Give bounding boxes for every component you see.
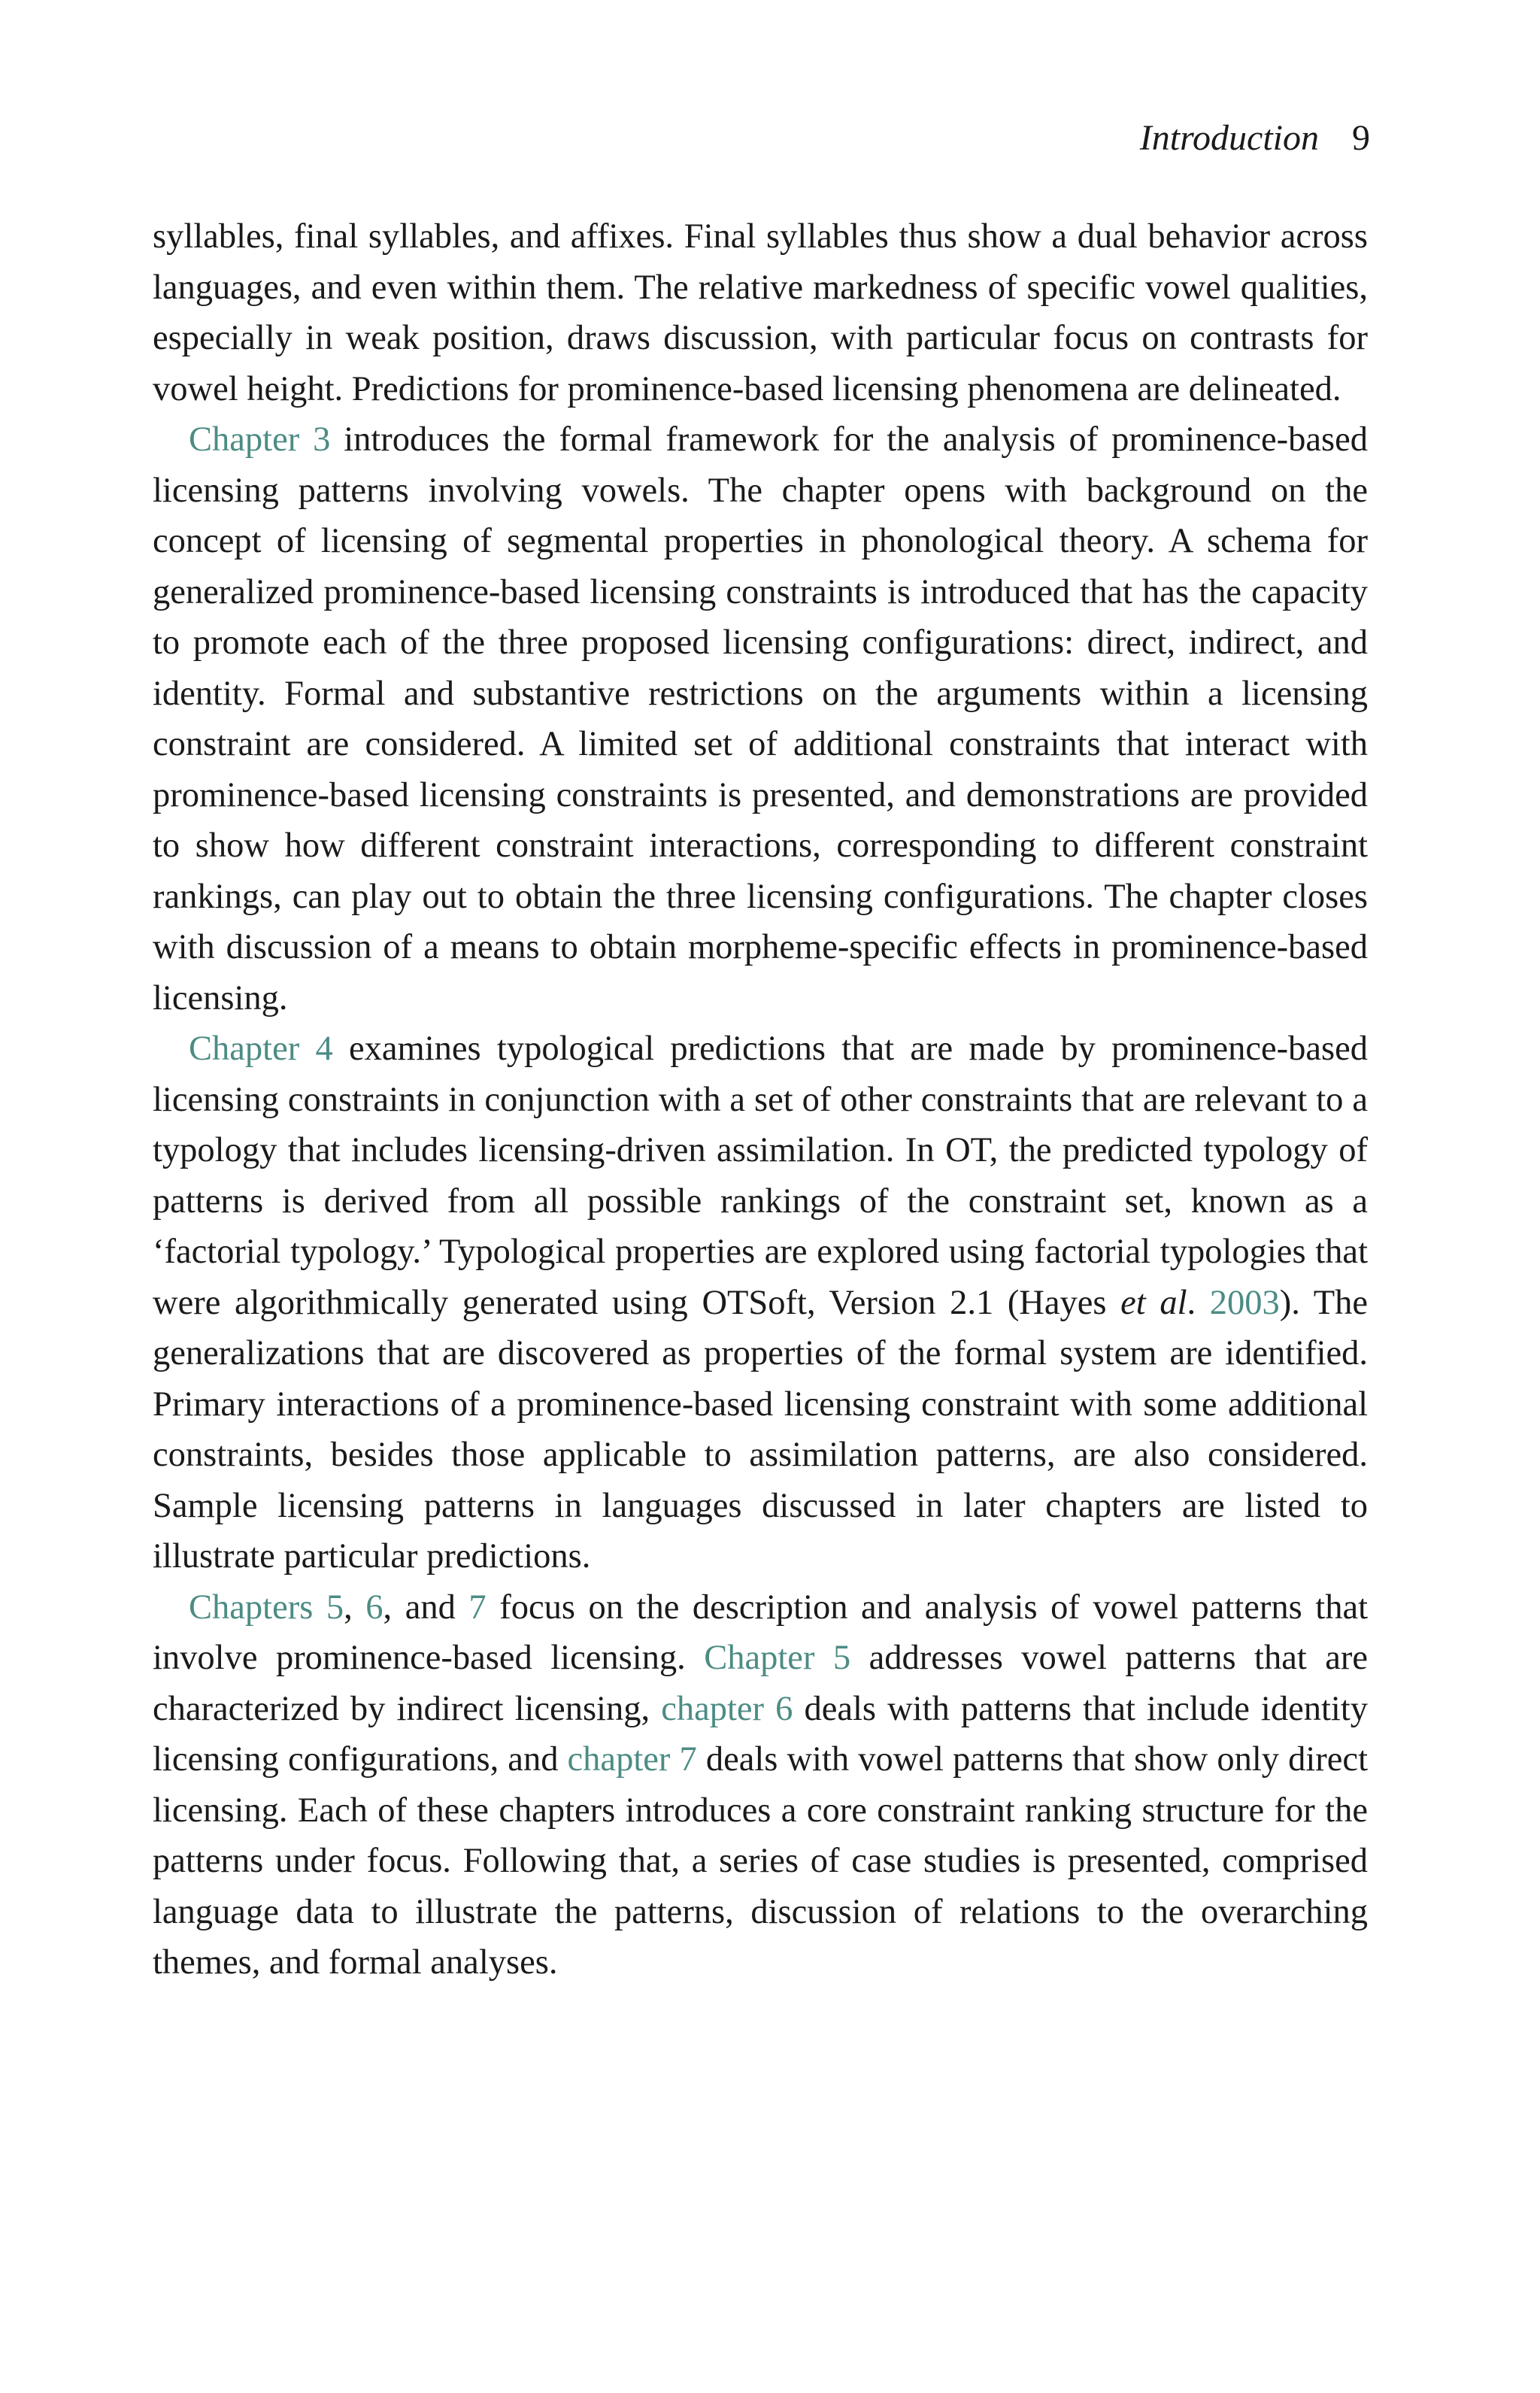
text-run: deals with vowel patterns that show only direct licensing. Each of these chapters introduces a core constraint ranking structure for the patterns under focus. Following that, a series of case studies is presented, comprised language data to illustrate the patterns, discussion of relations to the overarching themes, and formal analyses. <box>153 1740 1368 1982</box>
chapter-4-link[interactable]: Chapter 4 <box>189 1030 333 1068</box>
page-number: 9 <box>1352 118 1370 158</box>
text-run: , and <box>383 1588 469 1627</box>
text-run: syllables, final syllables, and affixes. Final syllables thus show a dual behavior across languages, and even within them. The relative markedness of specific vowel qualities, especially in weak position, draws discussion, with particular focus on contrasts for vowel height. Predictions for prominence-based licensing phenomena are delineated. <box>153 217 1368 408</box>
text-run: . <box>1187 1283 1210 1322</box>
et-al-italic: et al <box>1120 1283 1187 1322</box>
running-head-title: Introduction <box>1139 118 1319 158</box>
citation-link-2003[interactable]: 2003 <box>1209 1283 1280 1322</box>
text-run: addresses vowel patterns that are characterized by indirect licensing, <box>153 1639 1368 1728</box>
paragraph-chapter-4 <box>153 1024 1368 1582</box>
chapter-6-link[interactable]: 6 <box>365 1588 383 1627</box>
text-run: introduces the formal framework for the analysis of prominence-based licensing patterns involving vowels. The chapter opens with background on the concept of licensing of segmental properties in phonological theory. A schema for generalized prominence-based licensing constraints is introduced that has the capacity to promote each of the three proposed licensing configurations: direct, indirect, and identity. Formal and substantive restrictions on the arguments within a licensing constraint are considered. A limited set of additional constraints that interact with prominence-based licensing constraints is presented, and demonstrations are provided to show how different constraint interactions, corresponding to different constraint rankings, can play out to obtain the three licensing configurations. The chapter closes with discussion of a means to obtain morpheme-specific effects in prominence-based licensing. <box>153 420 1369 1018</box>
chapter-5-link[interactable]: Chapter 5 <box>704 1639 851 1677</box>
chapter-6-link-lower[interactable]: chapter 6 <box>661 1689 793 1728</box>
paragraph-chapter-3 <box>153 414 1368 1024</box>
chapter-3-link[interactable]: Chapter 3 <box>189 420 331 459</box>
text-run: focus on the description and analysis of vowel patterns that involve prominence-based licensing. <box>153 1588 1369 1677</box>
paragraph-chapters-5-6-7 <box>153 1582 1368 1988</box>
text-run: , <box>344 1588 366 1627</box>
text-run: deals with patterns that include identity licensing configurations, and <box>153 1689 1368 1779</box>
text-run: ). The generalizations that are discovered as properties of the formal system are identified. Primary interactions of a prominence-based licensing constraint with some additional constraints, besides those applicable to assimilation patterns, are also considered. Sample licensing patterns in languages discussed in later chapters are listed to illustrate particular predictions. <box>153 1283 1368 1576</box>
chapters-5-link[interactable]: Chapters 5 <box>189 1588 344 1627</box>
body-text <box>153 211 1368 1988</box>
paragraph-overview-continued <box>153 211 1368 414</box>
chapter-7-link[interactable]: 7 <box>468 1588 487 1627</box>
text-run: examines typological predictions that are made by prominence-based licensing constraints in conjunction with a set of other constraints that are relevant to a typology that includes licensing-driven assimilation. In OT, the predicted typology of patterns is derived from all possible rankings of the constraint set, known as a ‘factorial typology.’ Typological properties are explored using factorial typologies that were algorithmically generated using OTSoft, Version 2.1 (Hayes <box>153 1030 1368 1322</box>
running-head <box>1140 114 1370 162</box>
chapter-7-link-lower[interactable]: chapter 7 <box>567 1740 697 1779</box>
